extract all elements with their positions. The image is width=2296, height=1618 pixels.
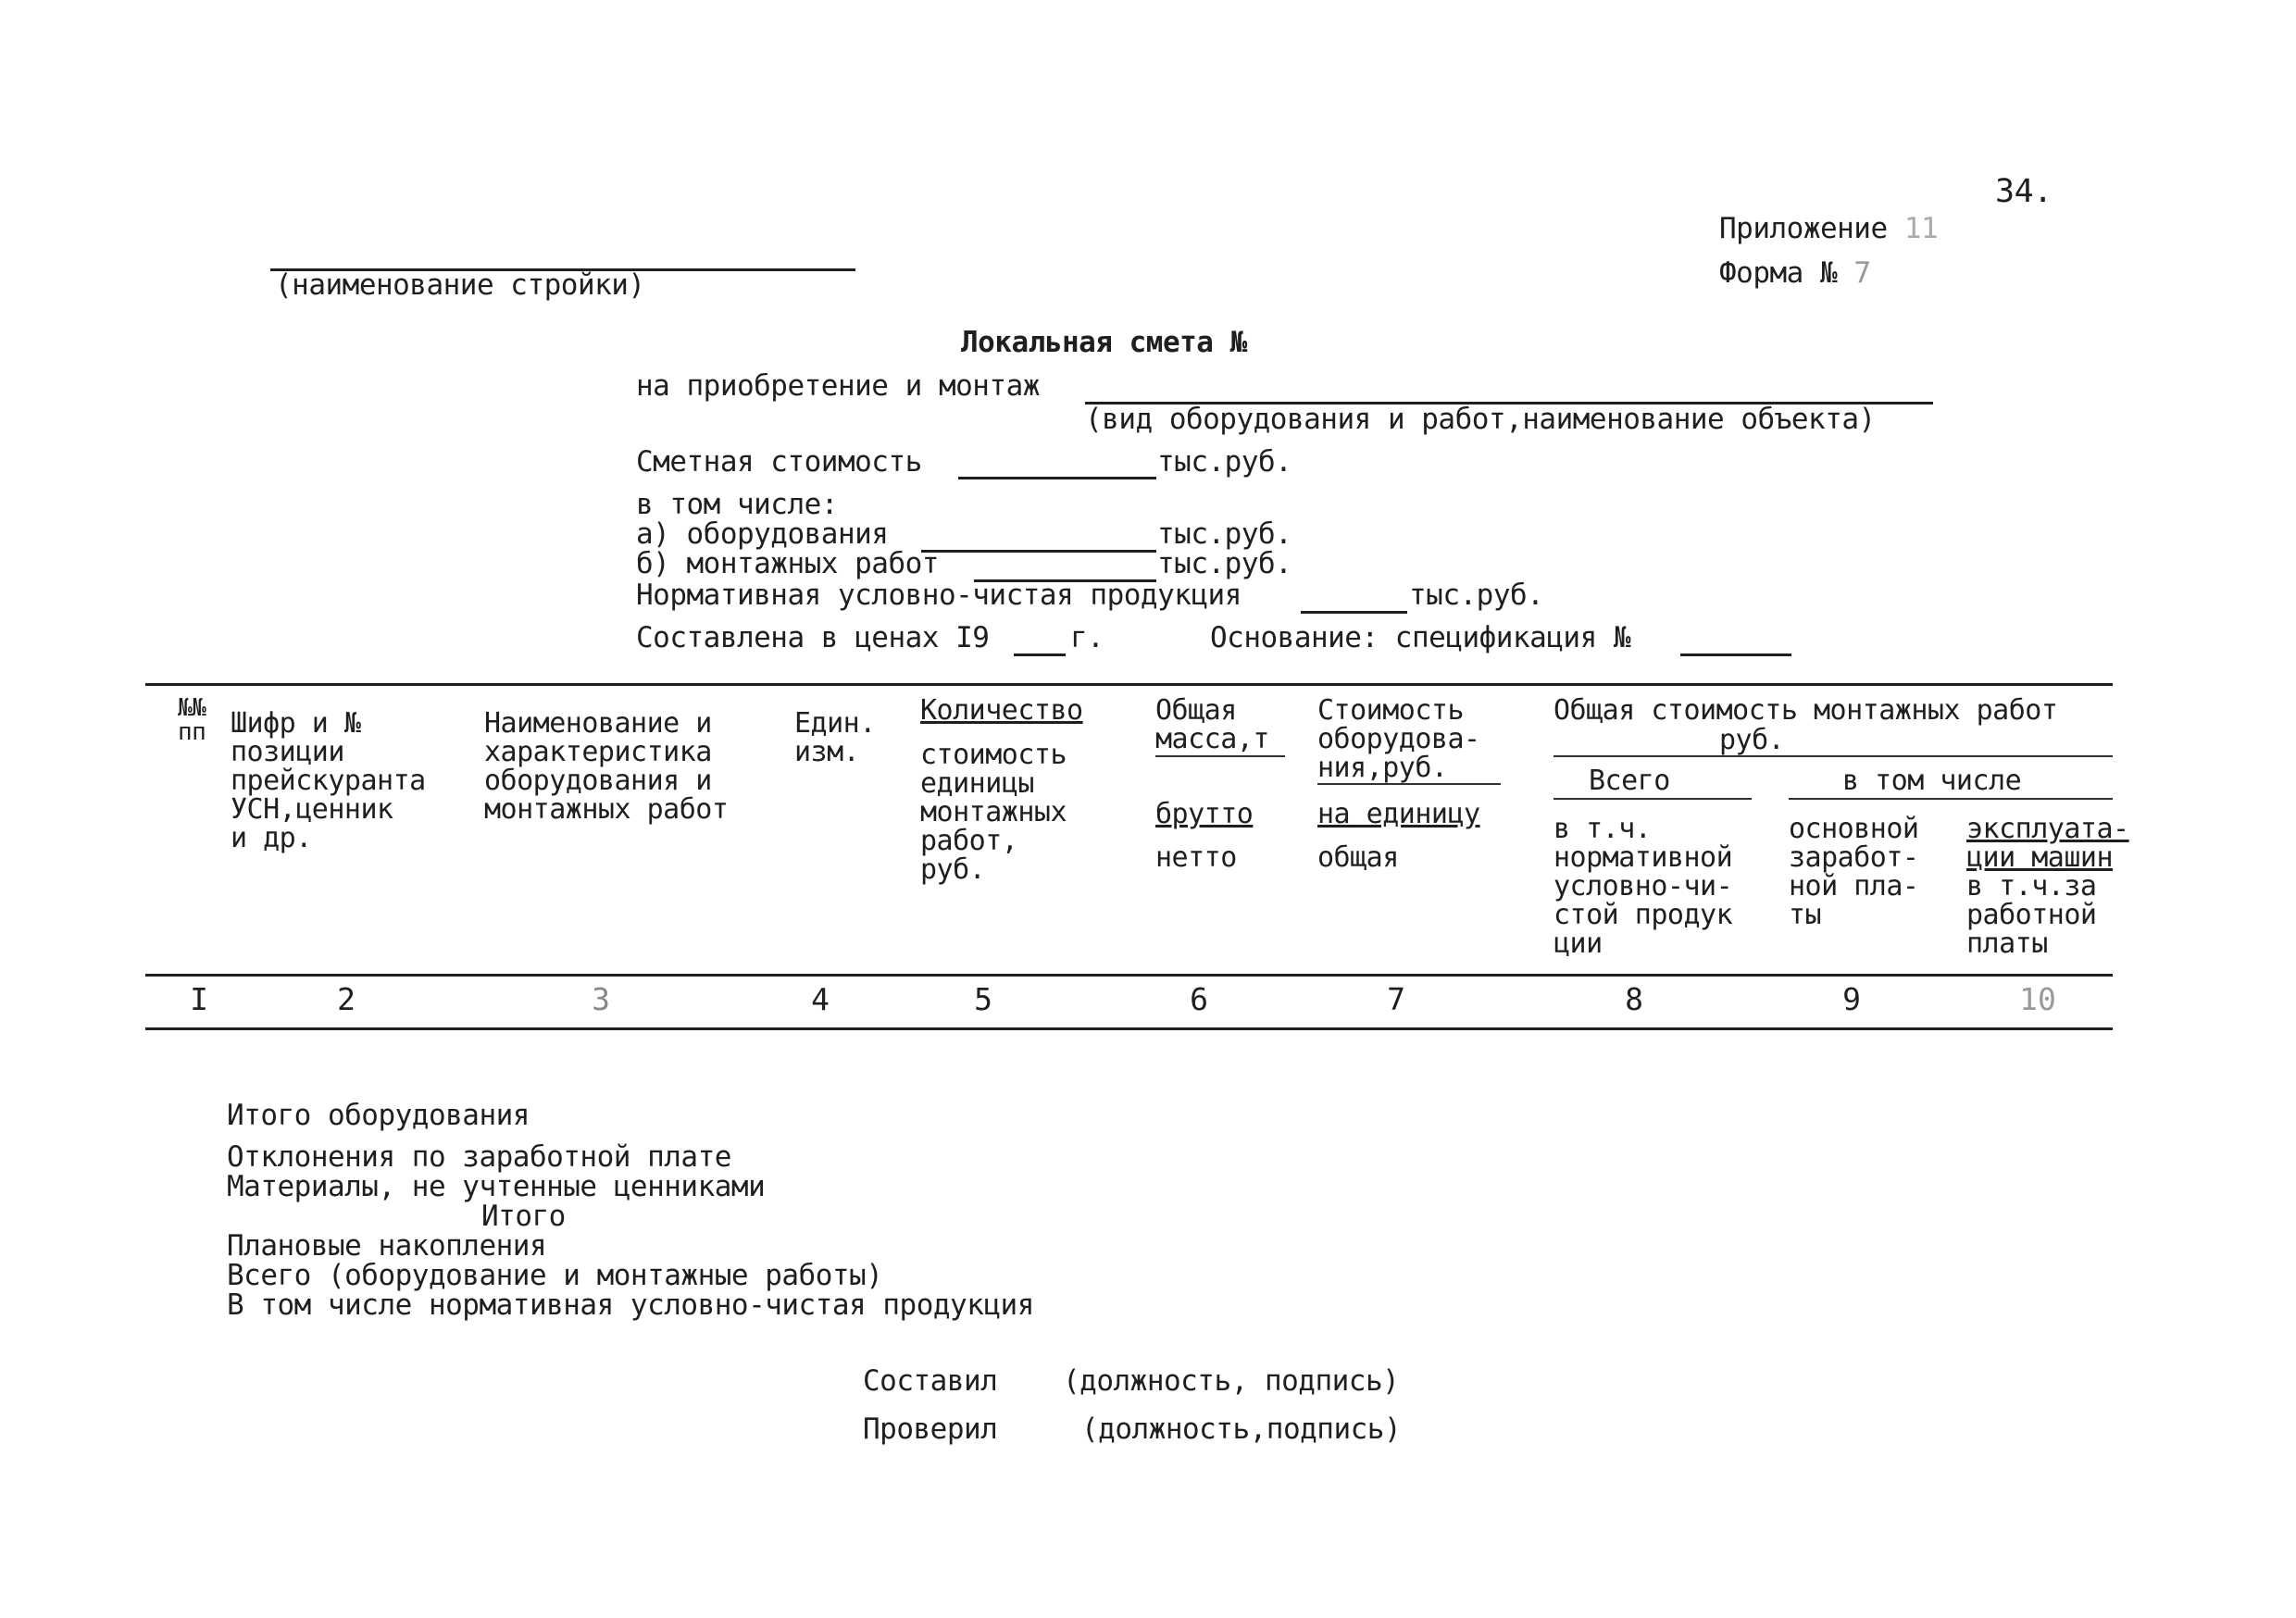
appendix-label-text: Приложение xyxy=(1719,212,1888,245)
col-number-5: 5 xyxy=(974,981,992,1017)
net-production-label: Нормативная условно-чистая продукция xyxy=(636,579,1242,612)
summary-equipment-total: Итого оборудования xyxy=(227,1099,530,1132)
page-number: 34. xyxy=(1995,173,2053,210)
appendix-label xyxy=(1719,212,1939,245)
col8-10-rule xyxy=(1554,755,2113,757)
col2-header: Шифр и № позиции прейскуранта УСН,ценник и др. xyxy=(231,707,426,854)
col6-header: Общая масса,т xyxy=(1155,694,1269,755)
summary-including-net: В том числе нормативная условно-чистая продукция xyxy=(227,1288,1034,1322)
summary-planned-savings: Плановые накопления xyxy=(227,1229,547,1263)
col8-10-header: Общая стоимость монтажных работ xyxy=(1554,694,2058,727)
checked-label: Проверил xyxy=(863,1413,998,1446)
appendix-number: 11 xyxy=(1903,212,1939,245)
col-number-4: 4 xyxy=(811,981,830,1017)
summary-grand-total: Всего (оборудование и монтажные работы) xyxy=(227,1259,883,1292)
col7-total: общая xyxy=(1317,841,1399,874)
col5-subheader: стоимость единицы монтажных работ, руб. xyxy=(920,739,1067,886)
col6-net: нетто xyxy=(1155,841,1237,874)
net-production-fill-line xyxy=(1301,611,1407,614)
col9-10-header: в том числе xyxy=(1842,765,2022,797)
col-number-9: 9 xyxy=(1842,981,1861,1017)
equipment-fill-line xyxy=(921,550,1156,553)
col8-subheader: в т.ч. нормативной условно-чи- стой продук ции xyxy=(1554,813,1733,960)
construction-name-caption: (наименование стройки) xyxy=(275,268,645,302)
subtitle-prefix: на приобретение и монтаж xyxy=(636,369,1040,403)
table-top-rule xyxy=(145,683,2113,686)
col7-per-unit: на единицу xyxy=(1317,798,1480,830)
installation-unit: тыс.руб. xyxy=(1157,547,1292,580)
col8-10-unit: руб. xyxy=(1719,724,1785,756)
col-number-2: 2 xyxy=(337,981,356,1017)
col10-subheader-machines: эксплуата- ции машин xyxy=(1966,813,2129,874)
col7-header: Стоимость оборудова- ния,руб. xyxy=(1317,694,1480,784)
prices-year-suffix: г. xyxy=(1070,621,1104,654)
table-header-rule xyxy=(145,974,2113,977)
col10-subheader-wages: в т.ч.за работной платы xyxy=(1966,870,2097,960)
col-number-3: 3 xyxy=(592,981,610,1017)
prices-year-fill-line xyxy=(1014,653,1066,656)
summary-total: Итого xyxy=(481,1200,566,1233)
col-number-7: 7 xyxy=(1387,981,1405,1017)
col-number-8: 8 xyxy=(1625,981,1643,1017)
cost-unit: тыс.руб. xyxy=(1157,445,1292,479)
col8-underline xyxy=(1554,798,1752,800)
col4-header: Един. изм. xyxy=(794,707,876,768)
table-bottom-rule xyxy=(145,1027,2113,1030)
net-production-unit: тыс.руб. xyxy=(1409,579,1544,612)
col7-underline xyxy=(1317,783,1501,785)
cost-fill-line xyxy=(958,477,1156,479)
basis-label: Основание: спецификация № xyxy=(1210,621,1631,654)
including-label: в том числе: xyxy=(636,488,838,521)
col-number-10: 10 xyxy=(2019,981,2056,1017)
checked-caption: (должность,подпись) xyxy=(1081,1413,1402,1446)
col-number-1: I xyxy=(190,981,208,1017)
estimate-title: Локальная смета № xyxy=(961,326,1247,359)
equipment-unit: тыс.руб. xyxy=(1157,517,1292,551)
form-label xyxy=(1719,256,1871,290)
summary-materials: Материалы, не учтенные ценниками xyxy=(227,1170,766,1203)
cost-label: Сметная стоимость xyxy=(636,445,922,479)
prices-label: Составлена в ценах I9 xyxy=(636,621,990,654)
form-label-text: Форма № xyxy=(1719,256,1838,290)
compiled-label: Составил xyxy=(863,1364,998,1398)
col9-10-underline xyxy=(1789,798,2113,800)
col6-gross: брутто xyxy=(1155,798,1254,830)
basis-fill-line xyxy=(1680,653,1791,656)
installation-label: б) монтажных работ xyxy=(636,547,939,580)
col5-header: Количество xyxy=(920,694,1083,727)
col3-header: Наименование и характеристика оборудования и монтажных работ xyxy=(484,707,729,826)
col9-subheader: основной заработ- ной пла- ты xyxy=(1789,813,1919,931)
compiled-caption: (должность, подпись) xyxy=(1063,1364,1400,1398)
col-number-6: 6 xyxy=(1190,981,1208,1017)
equipment-label: а) оборудования xyxy=(636,517,889,551)
subtitle-caption: (вид оборудования и работ,наименование объекта) xyxy=(1085,403,1876,436)
col8-header: Всего xyxy=(1589,765,1670,797)
col6-underline xyxy=(1155,755,1285,757)
form-number: 7 xyxy=(1853,256,1871,290)
summary-wage-deviation: Отклонения по заработной плате xyxy=(227,1140,731,1174)
col1-header: №№ пп xyxy=(178,694,206,746)
